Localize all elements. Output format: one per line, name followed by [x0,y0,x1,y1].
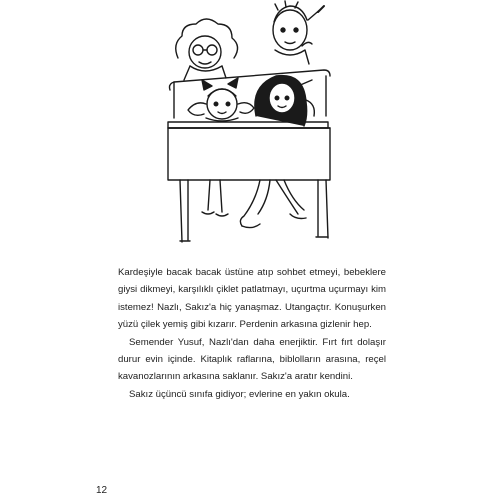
children-legs [202,180,306,228]
paragraph-3: Sakız üçüncü sınıfa gidiyor; evlerine en yakın okula. [129,388,350,400]
girl-dark-hair-figure [255,76,314,126]
paragraph-2: Semender Yusuf, Nazlı'dan daha enerjiktir. Fırt fırt dolaşır durur evin içinde. Kitaplık raflarına, biblolların arasına, reçel kavanozlarının arkasına saklanır. Sakız'a aratır kendini. [118,336,386,383]
boy-top-figure [273,1,324,64]
children-at-desk-illustration [150,0,360,245]
page-number: 12 [96,485,108,496]
girl-bow-figure [188,78,254,121]
girl-glasses-figure [176,19,238,80]
desk-front-panel [168,128,330,180]
story-text [118,264,386,403]
paragraph-1: Kardeşiyle bacak bacak üstüne atıp sohbet etmeyi, bebeklere giysi dikmeyi, karşılıklı çiklet patlatmayı, uçurtma uçurmayı kim istemez! Nazlı, Sakız'a hiç yanaşmaz. Utangaçtır. Konuşurken yüzü çilek yemiş gibi kızarır. Perdenin arkasına gizlenir hep. [118,267,386,331]
bench-back-top [170,70,331,90]
